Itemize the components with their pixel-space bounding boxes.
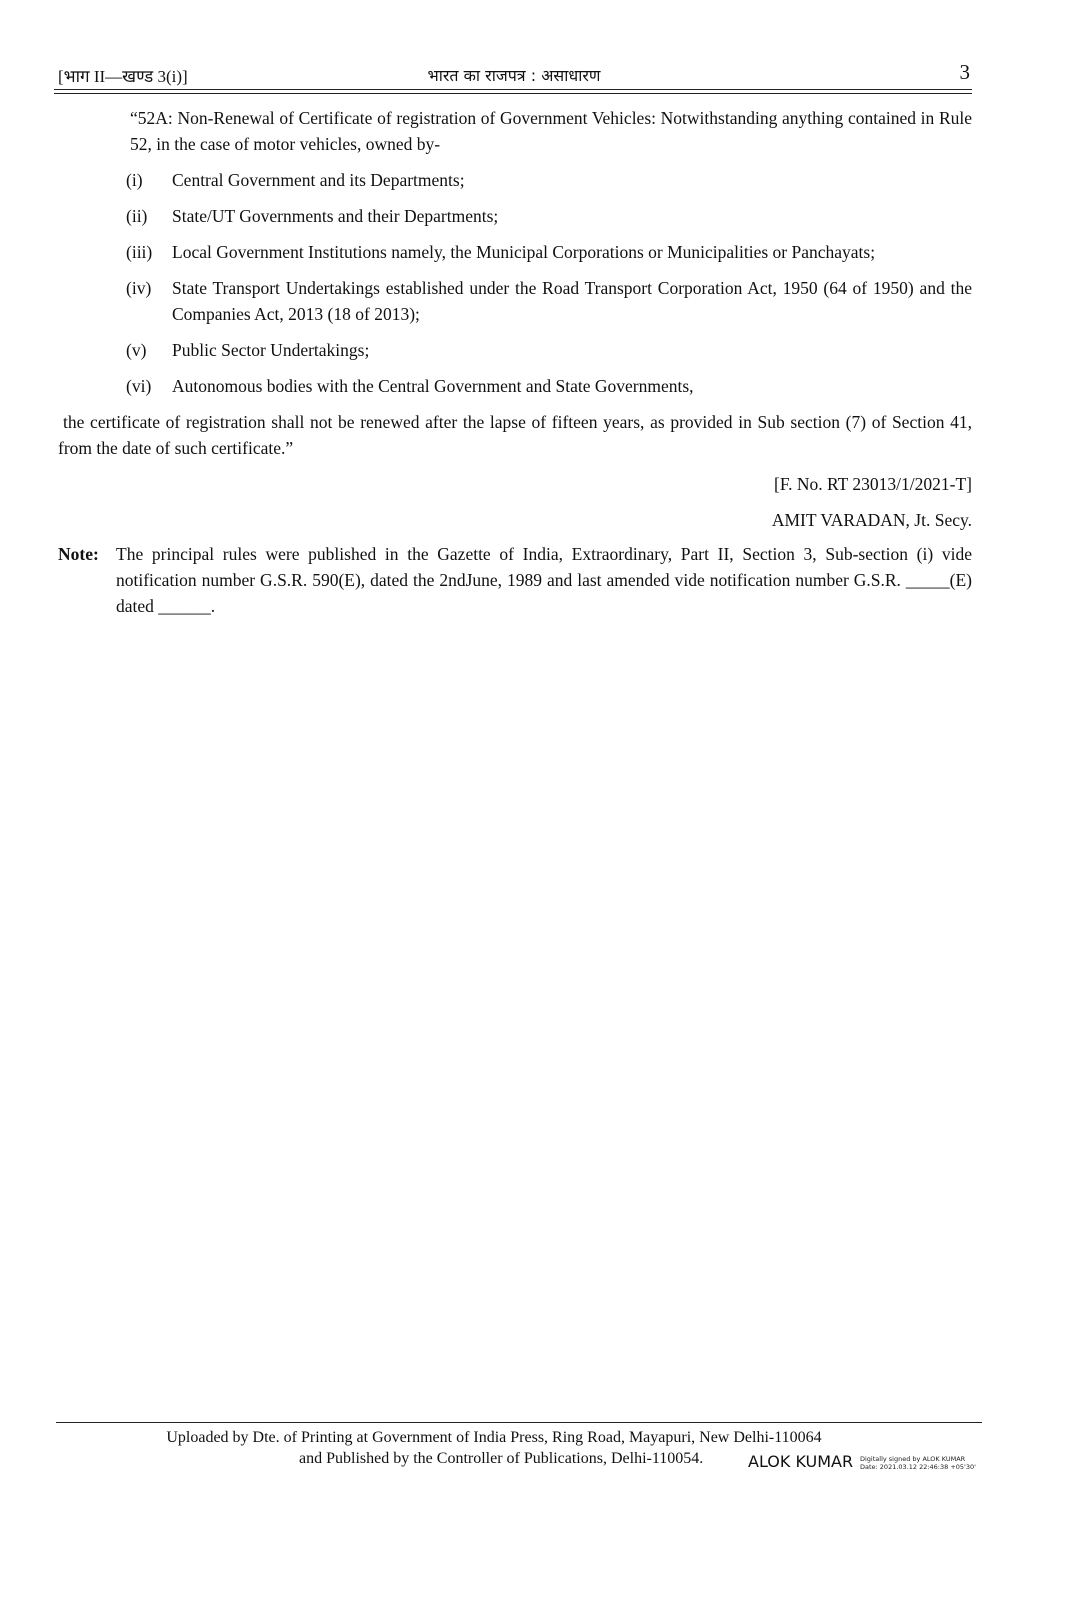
owner-list (126, 167, 972, 399)
list-item (126, 275, 972, 327)
signature-date: Date: 2021.03.12 22:46:38 +05'30' (860, 1463, 976, 1471)
note-block (58, 541, 972, 619)
list-item-number: (iii) (126, 242, 153, 262)
list-item-text: Local Government Institutions namely, the Municipal Corporations or Municipalities or Panchayats; (172, 242, 876, 262)
footer-published-row (56, 1448, 982, 1474)
header-rule-thin (54, 93, 972, 94)
list-item-number: (iv) (126, 278, 152, 298)
rule-52a-closing: the certificate of registration shall not be renewed after the lapse of fifteen years, as provided in Sub section (7) of Section 41, from the date of such certificate.” (58, 412, 972, 458)
file-number: [F. No. RT 23013/1/2021-T] (774, 474, 972, 494)
list-item-number: (i) (126, 170, 143, 190)
header-part-section: [भाग II—खण्ड 3(i)] (58, 67, 188, 86)
list-item (126, 373, 972, 399)
signatory: AMIT VARADAN, Jt. Secy. (771, 510, 972, 530)
rule-52a-intro: “52A: Non-Renewal of Certificate of registration of Government Vehicles: Notwithstanding anything contained in Rule 52, in the case of motor vehicles, owned by- (130, 108, 972, 154)
list-item-number: (vi) (126, 376, 152, 396)
list-item-text: State/UT Governments and their Departments; (172, 206, 499, 226)
header-rule-thick (54, 89, 972, 90)
list-item (126, 167, 972, 193)
note-label: Note: (58, 544, 99, 564)
footer-uploaded-line: Uploaded by Dte. of Printing at Government of India Press, Ring Road, Mayapuri, New Delhi-110064 (166, 1429, 822, 1446)
list-item-text: State Transport Undertakings established under the Road Transport Corporation Act, 1950 (64 of 1950) and the Companies Act, 2013 (18 of 2013); (172, 278, 972, 324)
digital-signer-name: ALOK KUMAR (748, 1452, 854, 1471)
footer-rule (56, 1422, 982, 1423)
list-item-text: Central Government and its Departments; (172, 170, 465, 190)
list-item (126, 203, 972, 229)
list-item-number: (v) (126, 340, 147, 360)
list-item-number: (ii) (126, 206, 148, 226)
signature-signed-by: Digitally signed by ALOK KUMAR (860, 1455, 966, 1463)
page-footer (56, 1427, 982, 1474)
header-gazette-title: भारत का राजपत्र : असाधारण (427, 66, 601, 85)
page-header (58, 62, 970, 88)
list-item (126, 337, 972, 363)
list-item-text: Autonomous bodies with the Central Government and State Governments, (172, 376, 694, 396)
page-number: 3 (959, 60, 970, 84)
list-item (126, 239, 972, 265)
footer-published-line: and Published by the Controller of Publications, Delhi-110054. (299, 1450, 704, 1467)
note-text: The principal rules were published in the Gazette of India, Extraordinary, Part II, Section 3, Sub-section (i) vide notification number G.S.R. 590(E), dated the 2ndJune, 1989 and last amended vide notification number G.S.R. _____(E) dated ______. (116, 544, 972, 616)
list-item-text: Public Sector Undertakings; (172, 340, 370, 360)
digital-signature-meta (860, 1455, 976, 1471)
document-body (58, 105, 972, 619)
